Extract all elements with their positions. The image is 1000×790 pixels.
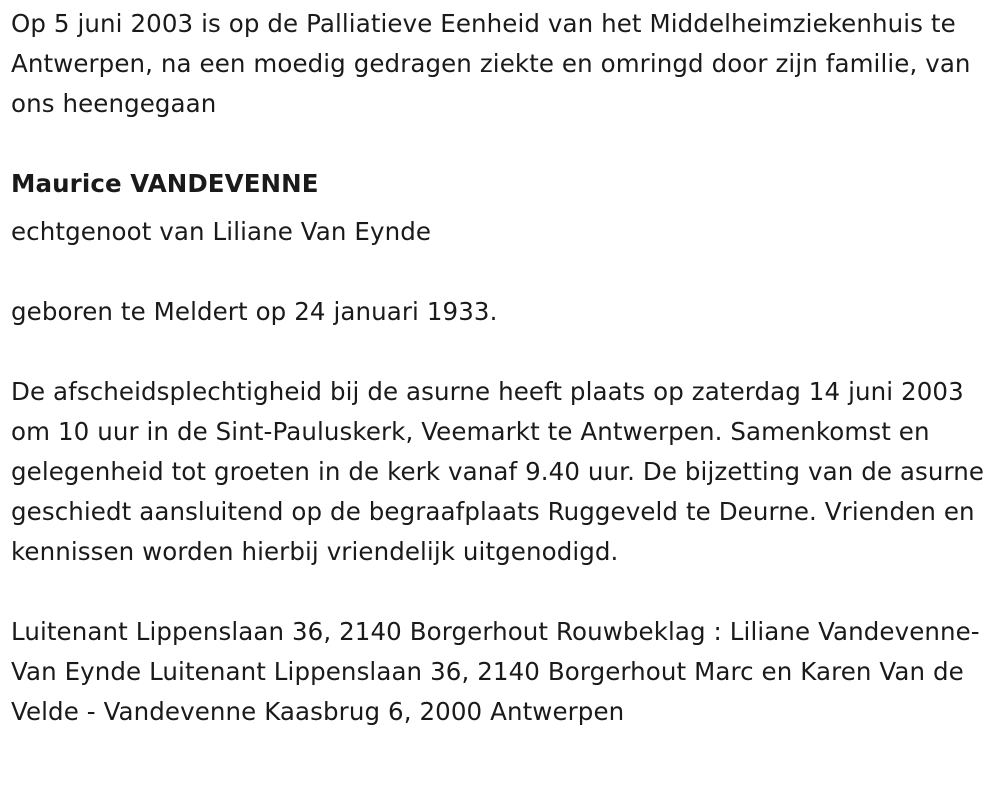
spacer — [11, 252, 991, 292]
birth-line: geboren te Meldert op 24 januari 1933. — [11, 297, 498, 326]
address-paragraph: Luitenant Lippenslaan 36, 2140 Borgerhout Rouwbeklag : Liliane Vandevenne-Van Eynde Luitenant Lippenslaan 36, 2140 Borgerhout Marc en Karen Van de Velde - Vandevenne Kaasbrug 6, 2000 Antwerpen — [11, 617, 980, 726]
ceremony-paragraph: De afscheidsplechtigheid bij de asurne heeft plaats op zaterdag 14 juni 2003 om 10 uur in de Sint-Pauluskerk, Veemarkt te Antwerpen. Samenkomst en gelegenheid tot groeten in de kerk vanaf 9.40 uur. De bijzetting van de asurne geschiedt aansluitend op de begraafplaats Ruggeveld te Deurne. Vrienden en kennissen worden hierbij vriendelijk uitgenodigd. — [11, 377, 985, 566]
deceased-name: Maurice VANDEVENNE — [11, 169, 319, 198]
spacer — [11, 572, 991, 612]
spouse-line: echtgenoot van Liliane Van Eynde — [11, 217, 432, 246]
obituary-text — [11, 4, 991, 732]
spacer — [11, 332, 991, 372]
intro-paragraph: Op 5 juni 2003 is op de Palliatieve Eenheid van het Middelheimziekenhuis te Antwerpen, na een moedig gedragen ziekte en omringd door zijn familie, van ons heengegaan — [11, 9, 971, 118]
spacer — [11, 124, 991, 164]
